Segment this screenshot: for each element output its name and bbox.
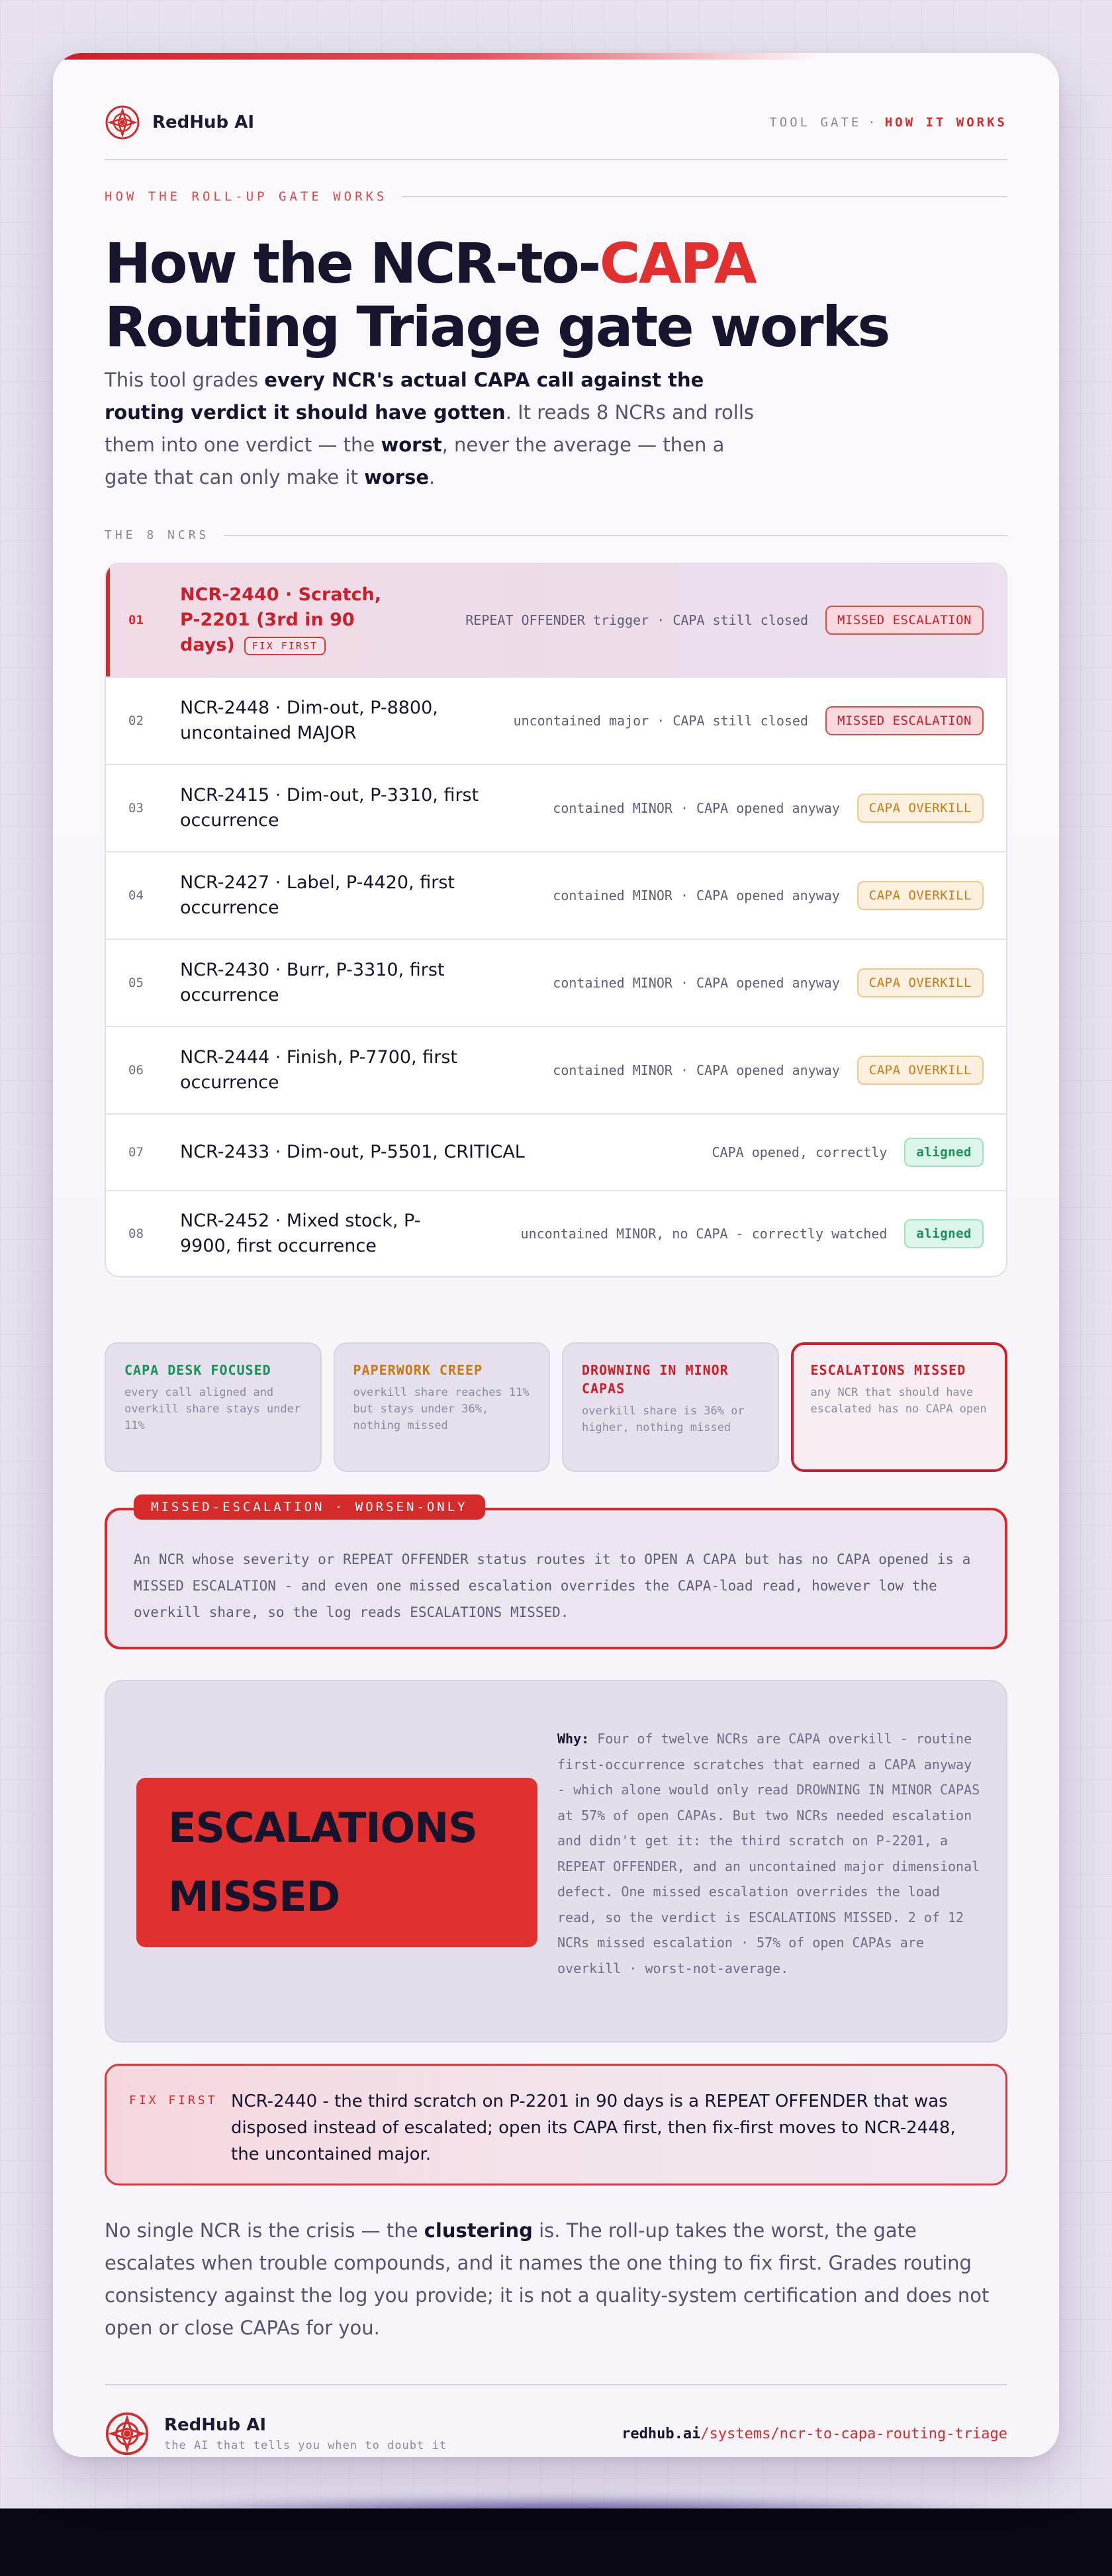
status-badge-missed: MISSED ESCALATION (825, 606, 984, 635)
fix-first-label: FIX FIRST (129, 2093, 218, 2107)
tile-paperwork-creep[interactable] (334, 1342, 551, 1472)
tile-description: every call aligned and overkill share stays under 11% (124, 1386, 301, 1432)
ncr-title: NCR-2430 · Burr, P-3310, first occurrence (180, 960, 445, 1005)
status-badge-overkill: CAPA OVERKILL (857, 881, 984, 910)
status-badge-overkill: CAPA OVERKILL (857, 794, 984, 823)
card-accent-line (53, 53, 821, 60)
status-badge-missed: MISSED ESCALATION (825, 706, 984, 735)
verdict-tiles (105, 1342, 1007, 1472)
ncr-number: 03 (128, 801, 144, 815)
url-path: /systems/ncr-to-capa-routing-triage (700, 2425, 1007, 2442)
explainer-card (53, 53, 1059, 2457)
closing-bold: clustering (424, 2219, 533, 2242)
ncr-title: NCR-2427 · Label, P-4420, first occurrence (180, 872, 455, 918)
ncr-section-label-text: THE 8 NCRS (105, 528, 210, 542)
ncr-note: contained MINOR · CAPA opened anyway (553, 888, 840, 903)
redhub-logo-icon (105, 2411, 150, 2456)
ncr-title: NCR-2433 · Dim-out, P-5501, CRITICAL (180, 1142, 525, 1162)
nav-separator: · (868, 115, 878, 130)
fix-first-text: NCR-2440 - the third scratch on P-2201 in 90 days is a REPEAT OFFENDER that was disposed instead of escalated; open its CAPA first, then fix-first moves to NCR-2448, the uncontained major. (231, 2092, 956, 2164)
brand[interactable] (105, 105, 254, 140)
intro-text-3: , never the average — then a gate that can only make it (105, 434, 725, 488)
redhub-logo-icon (105, 105, 140, 140)
intro-bold-2: worst (381, 434, 442, 456)
ncr-number: 04 (128, 888, 144, 903)
intro-text-1: This tool grades (105, 369, 265, 391)
footer-tagline: the AI that tells you when to doubt it (164, 2439, 447, 2452)
fix-first-tag: FIX FIRST (244, 637, 326, 655)
ncr-title: NCR-2452 · Mixed stock, P-9900, first occurrence (180, 1211, 421, 1256)
header (105, 103, 1007, 142)
closing-text-1: No single NCR is the crisis — the (105, 2219, 424, 2242)
intro-text-4: . (429, 466, 436, 488)
header-nav (769, 115, 1007, 130)
ncr-section-label (105, 528, 1007, 542)
footer-divider (105, 2384, 1007, 2385)
ncr-title: NCR-2444 · Finish, P-7700, first occurrence (180, 1047, 458, 1093)
tile-title: DROWNING IN MINOR CAPAS (582, 1362, 729, 1397)
fix-first-box (105, 2064, 1007, 2185)
ncr-row-05[interactable] (106, 939, 1006, 1026)
page-title (105, 232, 1007, 359)
ncr-row-06[interactable] (106, 1026, 1006, 1113)
footer-brand[interactable] (105, 2411, 447, 2456)
footer (105, 2411, 1007, 2457)
rule-tag: MISSED-ESCALATION · WORSEN-ONLY (134, 1495, 485, 1520)
nav-tool-gate[interactable]: TOOL GATE (769, 115, 862, 130)
tile-title: PAPERWORK CREEP (353, 1362, 483, 1378)
ncr-section-rule (224, 535, 1007, 536)
eyebrow (105, 189, 1007, 204)
status-badge-overkill: CAPA OVERKILL (857, 968, 984, 997)
tile-description: any NCR that should have escalated has no CAPA open (810, 1386, 987, 1416)
tile-description: overkill share is 36% or higher, nothing missed (582, 1404, 745, 1434)
ncr-note: contained MINOR · CAPA opened anyway (553, 1062, 840, 1078)
verdict-badge (136, 1778, 537, 1947)
verdict-line-1: ESCALATIONS (168, 1804, 477, 1852)
ncr-note: CAPA opened, correctly (712, 1144, 888, 1160)
ncr-number: 01 (128, 613, 144, 627)
ncr-row-04[interactable] (106, 851, 1006, 939)
bottom-band (0, 2508, 1112, 2576)
verdict-panel (105, 1680, 1007, 2043)
intro-paragraph (105, 364, 773, 494)
verdict-text (168, 1794, 477, 1931)
closing-text-2: is. The roll-up takes the worst, the gate escalates when trouble compounds, and it names the one thing to fix first. Grades routing consistency against the log you provide; it is not a quality-system certification and does not open or close CAPAs for you. (105, 2219, 990, 2339)
worsen-only-rule (105, 1500, 1007, 1649)
status-badge-overkill: CAPA OVERKILL (857, 1056, 984, 1085)
tile-capa-desk-focused[interactable] (105, 1342, 322, 1472)
ncr-title: NCR-2415 · Dim-out, P-3310, first occurrence (180, 785, 479, 831)
footer-url-link[interactable] (622, 2426, 1007, 2442)
tile-title: CAPA DESK FOCUSED (124, 1362, 271, 1378)
ncr-row-08[interactable] (106, 1190, 1006, 1276)
ncr-note: REPEAT OFFENDER trigger · CAPA still closed (465, 612, 809, 628)
ncr-note: uncontained MINOR, no CAPA - correctly watched (520, 1226, 888, 1242)
eyebrow-rule (402, 196, 1007, 197)
nav-how-it-works[interactable]: HOW IT WORKS (884, 115, 1007, 130)
title-line1-accent: CAPA (599, 231, 756, 296)
verdict-line-2: MISSED (168, 1872, 340, 1921)
ncr-row-01[interactable] (106, 564, 1006, 676)
title-line1-prefix: How the NCR-to- (105, 231, 600, 296)
why-label: Why: (557, 1731, 590, 1747)
ncr-note: uncontained major · CAPA still closed (513, 713, 809, 729)
closing-paragraph (105, 2215, 1007, 2344)
tile-description: overkill share reaches 11% but stays under 36%, nothing missed (353, 1386, 530, 1432)
footer-brand-name: RedHub AI (164, 2415, 266, 2435)
ncr-note: contained MINOR · CAPA opened anyway (553, 800, 840, 816)
ncr-row-07[interactable] (106, 1113, 1006, 1190)
header-divider (105, 159, 1007, 160)
ncr-list (105, 563, 1007, 1277)
url-host: redhub.ai (622, 2425, 701, 2442)
ncr-number: 02 (128, 713, 144, 728)
intro-text-2: . It reads 8 NCRs and rolls them into one verdict — the (105, 401, 755, 456)
tile-escalations-missed[interactable] (791, 1342, 1008, 1472)
status-badge-aligned: aligned (904, 1138, 984, 1167)
verdict-explanation (557, 1726, 988, 1981)
ncr-title: NCR-2448 · Dim-out, P-8800, uncontained MAJOR (180, 698, 438, 743)
ncr-title (180, 582, 405, 658)
tile-drowning-in-minor-capas[interactable] (562, 1342, 779, 1472)
rule-text: An NCR whose severity or REPEAT OFFENDER status routes it to OPEN A CAPA but has no CAPA opened is a MISSED ESCALATION - and even one missed escalation overrides the CAPA-load read, however low the overkill share, so the log reads ESCALATIONS MISSED. (134, 1551, 971, 1620)
eyebrow-text: HOW THE ROLL-UP GATE WORKS (105, 189, 388, 204)
ncr-note: contained MINOR · CAPA opened anyway (553, 975, 840, 991)
title-line2: Routing Triage gate works (105, 295, 889, 359)
ncr-row-02[interactable] (106, 676, 1006, 764)
ncr-row-03[interactable] (106, 764, 1006, 851)
ncr-number: 07 (128, 1145, 144, 1160)
ncr-number: 06 (128, 1063, 144, 1078)
why-text: Four of twelve NCRs are CAPA overkill - routine first-occurrence scratches that earned a CAPA anyway - which alone would only read DROWNING IN MINOR CAPAS at 57% of open CAPAs. But two NCRs needed escalation and didn't get it: the third scratch on P-2201, a REPEAT OFFENDER, and an uncontained major dimensional defect. One missed escalation overrides the load read, so the verdict is ESCALATIONS MISSED. 2 of 12 NCRs missed escalation · 57% of open CAPAs are overkill · worst-not-average. (557, 1731, 980, 1976)
brand-name: RedHub AI (152, 113, 254, 132)
intro-bold-1: every NCR's actual CAPA call against the routing verdict it should have gotten (105, 369, 704, 424)
intro-bold-3: worse (364, 466, 430, 488)
ncr-number: 05 (128, 976, 144, 990)
status-badge-aligned: aligned (904, 1219, 984, 1248)
ncr-title-text: NCR-2440 · Scratch, P-2201 (3rd in 90 days) (180, 584, 381, 655)
tile-title: ESCALATIONS MISSED (810, 1362, 966, 1378)
ncr-number: 08 (128, 1226, 144, 1241)
